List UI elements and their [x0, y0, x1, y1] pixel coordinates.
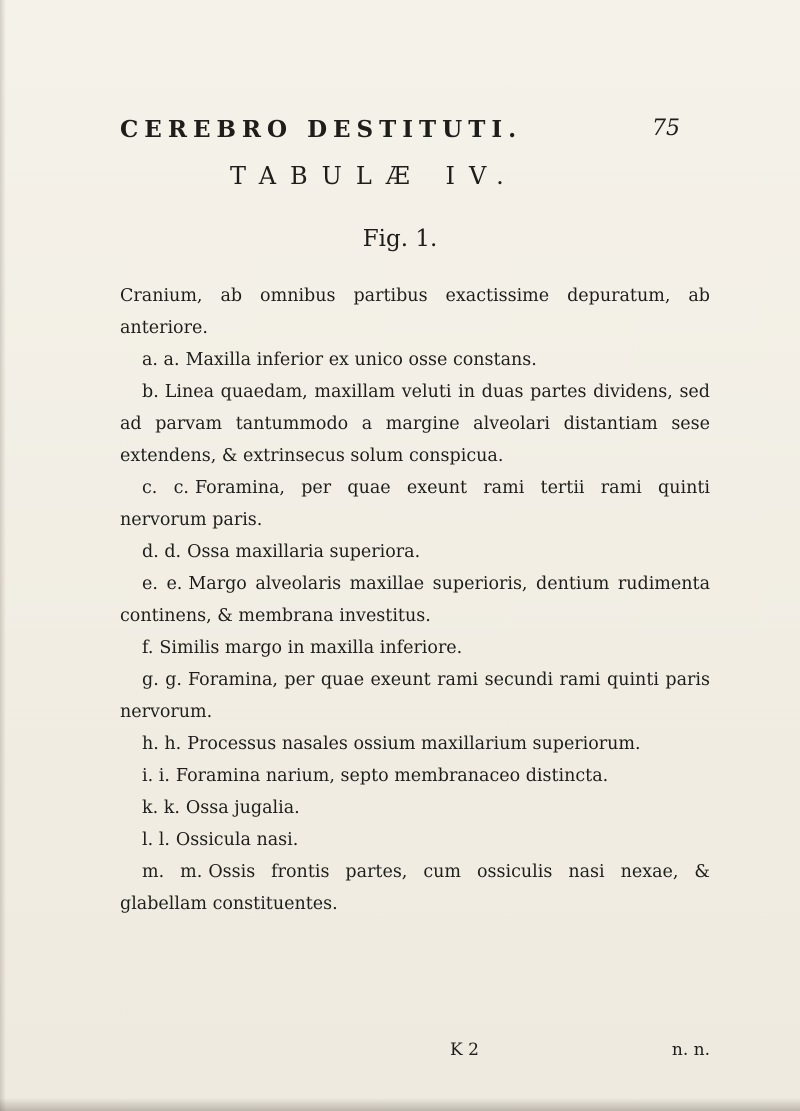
page-binding-shadow — [0, 0, 6, 1111]
page-number: 75 — [652, 116, 680, 141]
entry-label: e. e. — [142, 574, 183, 594]
catchword: n. n. — [671, 1040, 710, 1060]
entry-text: Similis margo in maxilla inferiore. — [159, 638, 463, 658]
entry-text: Foramina, per quae exeunt rami tertii rami quinti nervorum paris. — [120, 478, 710, 530]
legend-entry — [120, 664, 710, 728]
plate-title: TABULÆ IV. — [230, 162, 518, 190]
legend-entry — [120, 792, 710, 824]
legend-entry — [120, 344, 710, 376]
entry-label: b. — [142, 382, 159, 402]
entry-label: k. k. — [142, 798, 180, 818]
entry-label: m. m. — [142, 862, 203, 882]
legend-entry — [120, 632, 710, 664]
legend-intro: Cranium, ab omnibus partibus exactissime depuratum, ab anteriore. — [120, 286, 710, 338]
entry-label: i. i. — [142, 766, 170, 786]
entry-label: h. h. — [142, 734, 182, 754]
entry-text: Margo alveolaris maxillae superioris, dentium rudimenta continens, & membrana investitus. — [120, 574, 710, 626]
entry-label: a. a. — [142, 350, 180, 370]
entry-text: Linea quaedam, maxillam veluti in duas partes dividens, sed ad parvam tantummodo a margine alveolari distantiam sese extendens, & extrinsecus solum conspicua. — [120, 382, 710, 466]
entry-text: Maxilla inferior ex unico osse constans. — [185, 350, 537, 370]
entry-text: Ossicula nasi. — [175, 830, 299, 850]
entry-label: l. l. — [142, 830, 170, 850]
legend-entry — [120, 856, 710, 920]
legend-entry — [120, 568, 710, 632]
legend-entry — [120, 760, 710, 792]
entry-text: Foramina narium, septo membranaceo distincta. — [175, 766, 609, 786]
signature-mark: K 2 — [450, 1040, 479, 1060]
legend-entry — [120, 472, 710, 536]
entry-text: Ossis frontis partes, cum ossiculis nasi nexae, & glabellam constituentes. — [120, 862, 710, 914]
legend-entry — [120, 376, 710, 472]
running-head — [120, 116, 680, 150]
legend-entry — [120, 536, 710, 568]
page-bottom-edge — [0, 1098, 800, 1111]
entry-text: Ossa maxillaria superiora. — [187, 542, 421, 562]
entry-label: c. c. — [142, 478, 189, 498]
page-footer — [120, 1040, 710, 1070]
entry-label: g. g. — [142, 670, 182, 690]
entry-text: Processus nasales ossium maxillarium superiorum. — [187, 734, 641, 754]
entry-text: Foramina, per quae exeunt rami secundi rami quinti paris nervorum. — [120, 670, 710, 722]
figure-legend — [120, 280, 710, 920]
entry-label: f. — [142, 638, 154, 658]
running-title: CEREBRO DESTITUTI. — [120, 116, 523, 143]
entry-text: Ossa jugalia. — [185, 798, 300, 818]
entry-label: d. d. — [142, 542, 182, 562]
legend-entry — [120, 824, 710, 856]
legend-entry — [120, 728, 710, 760]
figure-label: Fig. 1. — [362, 226, 438, 252]
